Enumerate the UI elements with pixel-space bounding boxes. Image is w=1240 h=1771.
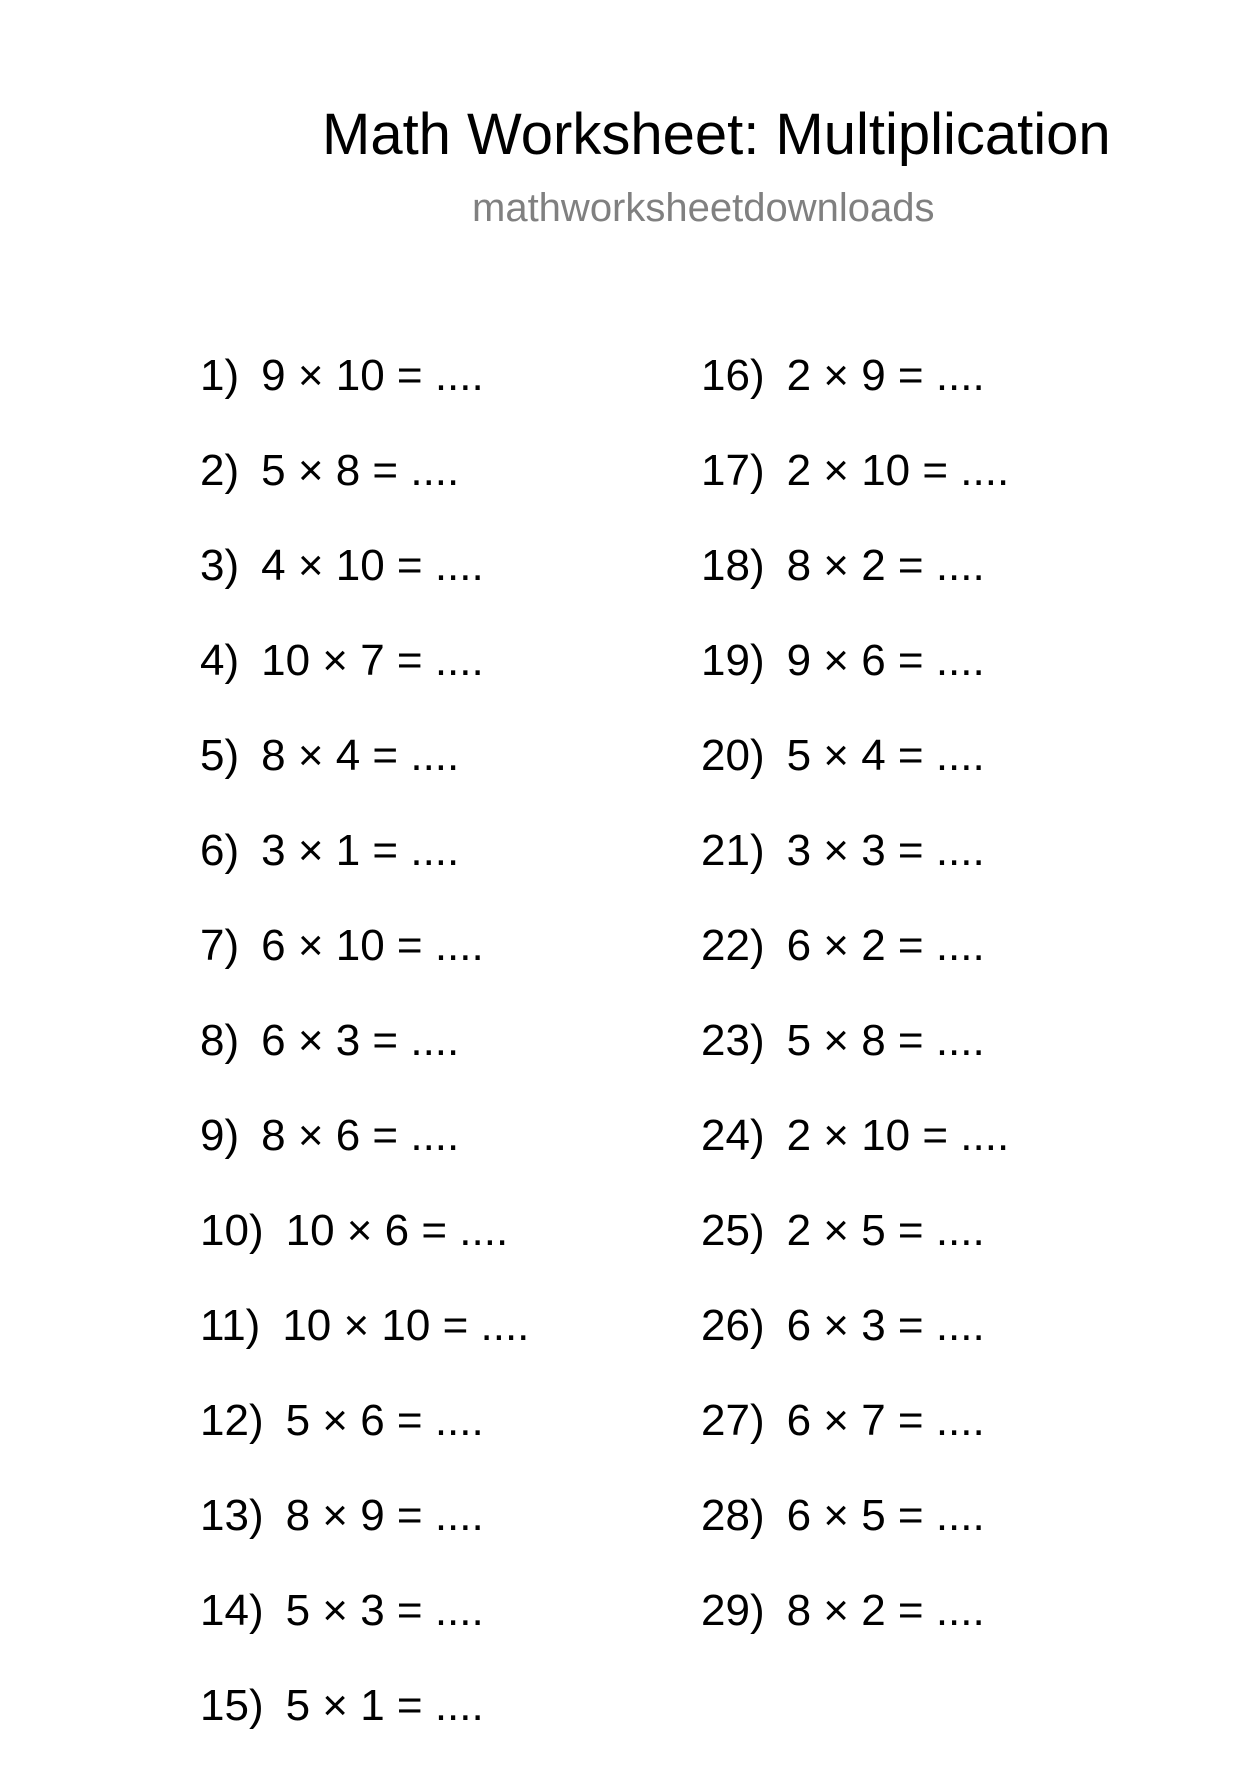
problem-expression: 6 × 10 = .... — [261, 921, 484, 970]
problem-number: 26) — [701, 1301, 765, 1350]
problem-number: 18) — [701, 541, 765, 590]
problem-expression: 5 × 8 = .... — [261, 446, 460, 495]
problem-item — [701, 1581, 1009, 1676]
problem-number: 25) — [701, 1206, 765, 1255]
problem-expression: 9 × 6 = .... — [786, 636, 985, 685]
problem-expression: 4 × 10 = .... — [261, 541, 484, 590]
problem-expression: 2 × 9 = .... — [786, 351, 985, 400]
problem-item — [701, 1201, 1009, 1296]
problem-number: 4) — [200, 636, 240, 685]
problem-expression: 8 × 6 = .... — [261, 1111, 460, 1160]
problem-number: 8) — [200, 1016, 240, 1065]
problem-item — [200, 916, 529, 1011]
problem-expression: 3 × 3 = .... — [786, 826, 985, 875]
problem-column-left — [200, 346, 529, 1771]
problem-number: 29) — [701, 1586, 765, 1635]
problem-expression: 8 × 2 = .... — [786, 1586, 985, 1635]
problem-number: 15) — [200, 1681, 264, 1730]
problem-item — [200, 1201, 529, 1296]
problem-item — [200, 1296, 529, 1391]
page-title: Math Worksheet: Multiplication — [322, 102, 1111, 167]
problem-item — [701, 1011, 1009, 1106]
problem-expression: 10 × 7 = .... — [261, 636, 484, 685]
problem-number: 22) — [701, 921, 765, 970]
problem-expression: 6 × 5 = .... — [786, 1491, 985, 1540]
problem-item — [200, 726, 529, 821]
problem-item — [701, 536, 1009, 631]
problem-number: 6) — [200, 826, 240, 875]
problem-expression: 6 × 7 = .... — [786, 1396, 985, 1445]
problem-column-right — [701, 346, 1009, 1676]
problem-expression: 6 × 2 = .... — [786, 921, 985, 970]
problem-number: 3) — [200, 541, 240, 590]
problem-item — [701, 726, 1009, 821]
problem-number: 9) — [200, 1111, 240, 1160]
problem-number: 11) — [200, 1301, 261, 1350]
problem-expression: 5 × 1 = .... — [285, 1681, 484, 1730]
problem-item — [200, 1486, 529, 1581]
problem-expression: 5 × 4 = .... — [786, 731, 985, 780]
problem-number: 13) — [200, 1491, 264, 1540]
problem-expression: 2 × 10 = .... — [786, 446, 1010, 495]
problem-number: 27) — [701, 1396, 765, 1445]
problem-item — [200, 441, 529, 536]
problem-item — [701, 346, 1009, 441]
problem-item — [701, 1486, 1009, 1581]
problem-expression: 6 × 3 = .... — [261, 1016, 460, 1065]
problem-item — [701, 916, 1009, 1011]
page-subtitle: mathworksheetdownloads — [472, 186, 935, 230]
problem-item — [701, 631, 1009, 726]
problem-item — [701, 1296, 1009, 1391]
problem-number: 28) — [701, 1491, 765, 1540]
problem-number: 20) — [701, 731, 765, 780]
problem-item — [200, 1106, 529, 1201]
problem-expression: 8 × 2 = .... — [786, 541, 985, 590]
problem-item — [701, 821, 1009, 916]
problem-expression: 9 × 10 = .... — [261, 351, 484, 400]
problem-expression: 8 × 4 = .... — [261, 731, 460, 780]
problem-expression: 2 × 5 = .... — [786, 1206, 985, 1255]
problem-number: 23) — [701, 1016, 765, 1065]
problem-expression: 6 × 3 = .... — [786, 1301, 985, 1350]
problem-item — [701, 1106, 1009, 1201]
problem-item — [701, 1391, 1009, 1486]
problem-item — [200, 821, 529, 916]
problem-expression: 5 × 8 = .... — [786, 1016, 985, 1065]
problem-number: 14) — [200, 1586, 264, 1635]
problem-item — [200, 536, 529, 631]
problem-expression: 2 × 10 = .... — [786, 1111, 1010, 1160]
problem-number: 19) — [701, 636, 765, 685]
problem-expression: 5 × 3 = .... — [285, 1586, 484, 1635]
problem-expression: 5 × 6 = .... — [285, 1396, 484, 1445]
problem-number: 21) — [701, 826, 765, 875]
problem-expression: 10 × 6 = .... — [285, 1206, 509, 1255]
problem-expression: 10 × 10 = .... — [282, 1301, 530, 1350]
problem-item — [200, 1391, 529, 1486]
problem-item — [200, 346, 529, 441]
problem-item — [200, 1011, 529, 1106]
problem-number: 10) — [200, 1206, 264, 1255]
problem-number: 2) — [200, 446, 240, 495]
problem-number: 24) — [701, 1111, 765, 1160]
problem-number: 5) — [200, 731, 240, 780]
problem-expression: 8 × 9 = .... — [285, 1491, 484, 1540]
problem-number: 1) — [200, 351, 240, 400]
problem-number: 7) — [200, 921, 240, 970]
problem-item — [701, 441, 1009, 536]
problem-number: 12) — [200, 1396, 264, 1445]
problem-number: 16) — [701, 351, 765, 400]
problem-item — [200, 1581, 529, 1676]
problem-number: 17) — [701, 446, 765, 495]
problem-item — [200, 1676, 529, 1771]
problem-expression: 3 × 1 = .... — [261, 826, 460, 875]
problem-item — [200, 631, 529, 726]
